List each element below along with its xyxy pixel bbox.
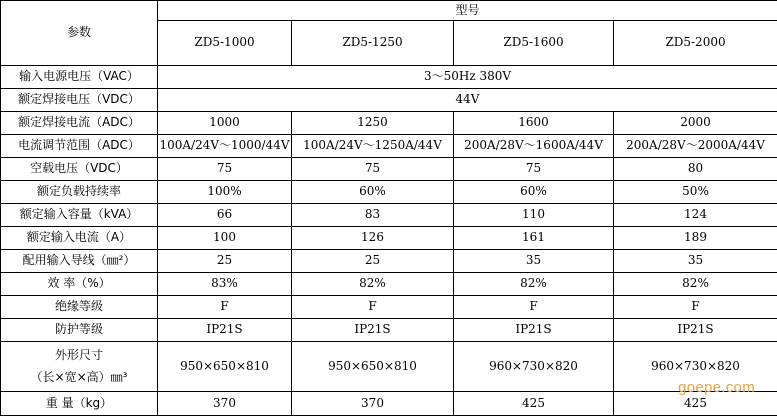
table-row xyxy=(1,392,777,416)
value-cell: IP21S xyxy=(158,319,292,342)
row-label: 额定负载持续率 xyxy=(1,181,158,204)
table-row xyxy=(1,112,777,135)
table-row xyxy=(1,181,777,204)
row-label: 额定焊接电流（ADC） xyxy=(1,112,158,135)
table-row xyxy=(1,273,777,296)
value-cell: 25 xyxy=(292,250,454,273)
table-row xyxy=(1,66,777,89)
value-cell: 75 xyxy=(292,158,454,181)
value-cell: 100A/24V～1000/44V xyxy=(158,135,292,158)
row-label: 额定焊接电压（VDC） xyxy=(1,89,158,112)
value-cell: 100A/24V～1250A/44V xyxy=(292,135,454,158)
value-cell: 950×650×810 xyxy=(292,342,454,392)
value-cell: IP21S xyxy=(614,319,777,342)
value-cell: 960×730×820 xyxy=(614,342,777,392)
value-cell: 425 xyxy=(454,392,614,416)
value-cell: 82% xyxy=(614,273,777,296)
value-cell: 370 xyxy=(158,392,292,416)
table-row xyxy=(1,227,777,250)
value-cell: F xyxy=(158,296,292,319)
value-cell: 161 xyxy=(454,227,614,250)
table-row xyxy=(1,342,777,392)
value-cell: 80 xyxy=(614,158,777,181)
value-cell: 25 xyxy=(158,250,292,273)
row-label: 配用输入导线（㎜²） xyxy=(1,250,158,273)
value-cell: 75 xyxy=(158,158,292,181)
table-row xyxy=(1,319,777,342)
value-cell: 370 xyxy=(292,392,454,416)
row-label xyxy=(1,342,158,392)
value-cell: 66 xyxy=(158,204,292,227)
model-cell: ZD5-1000 xyxy=(158,21,292,66)
value-cell: 110 xyxy=(454,204,614,227)
model-cell: ZD5-1250 xyxy=(292,21,454,66)
value-cell: 60% xyxy=(292,181,454,204)
value-cell: 100% xyxy=(158,181,292,204)
value-cell: IP21S xyxy=(454,319,614,342)
value-cell: 35 xyxy=(454,250,614,273)
value-cell: F xyxy=(454,296,614,319)
value-cell: 75 xyxy=(454,158,614,181)
value-cell: 1000 xyxy=(158,112,292,135)
value-cell: 200A/28V～2000A/44V xyxy=(614,135,777,158)
value-cell: 2000 xyxy=(614,112,777,135)
value-cell: 124 xyxy=(614,204,777,227)
table-row xyxy=(1,296,777,319)
value-cell: 1250 xyxy=(292,112,454,135)
value-cell: 200A/28V～1600A/44V xyxy=(454,135,614,158)
row-label: 防护等级 xyxy=(1,319,158,342)
value-cell: 50% xyxy=(614,181,777,204)
value-cell: 189 xyxy=(614,227,777,250)
model-cell: ZD5-2000 xyxy=(614,21,777,66)
row-label: 绝缘等级 xyxy=(1,296,158,319)
merged-cell: 3～50Hz 380V xyxy=(158,66,777,89)
value-cell: 82% xyxy=(454,273,614,296)
value-cell: F xyxy=(292,296,454,319)
row-label: 空载电压（VDC） xyxy=(1,158,158,181)
table-row xyxy=(1,204,777,227)
row-label: 电流调节范围（ADC） xyxy=(1,135,158,158)
table-row xyxy=(1,250,777,273)
row-label: 额定输入容量（kVA） xyxy=(1,204,158,227)
value-cell: F xyxy=(614,296,777,319)
value-cell: 83 xyxy=(292,204,454,227)
value-cell: 82% xyxy=(292,273,454,296)
value-cell: 1600 xyxy=(454,112,614,135)
param-header: 参数 xyxy=(1,1,158,66)
row-label: 重 量（kg） xyxy=(1,392,158,416)
model-cell: ZD5-1600 xyxy=(454,21,614,66)
value-cell: 100 xyxy=(158,227,292,250)
value-cell: 83% xyxy=(158,273,292,296)
table-row xyxy=(1,89,777,112)
value-cell: IP21S xyxy=(292,319,454,342)
table-row xyxy=(1,135,777,158)
value-cell: 126 xyxy=(292,227,454,250)
value-cell: 950×650×810 xyxy=(158,342,292,392)
table-row xyxy=(1,158,777,181)
row-label: 额定输入电流（A） xyxy=(1,227,158,250)
watermark-logo: goepe.com xyxy=(678,379,755,396)
value-cell: 425 xyxy=(614,392,777,416)
merged-cell: 44V xyxy=(158,89,777,112)
model-header: 型号 xyxy=(158,1,777,21)
row-label: 输入电源电压（VAC） xyxy=(1,66,158,89)
header-row-1 xyxy=(1,1,777,21)
value-cell: 35 xyxy=(614,250,777,273)
row-label-line2: （长×宽×高）㎜³ xyxy=(30,369,128,384)
value-cell: 960×730×820 xyxy=(454,342,614,392)
row-label: 效 率（%） xyxy=(1,273,158,296)
row-label-line1: 外形尺寸 xyxy=(54,348,103,363)
value-cell: 60% xyxy=(454,181,614,204)
